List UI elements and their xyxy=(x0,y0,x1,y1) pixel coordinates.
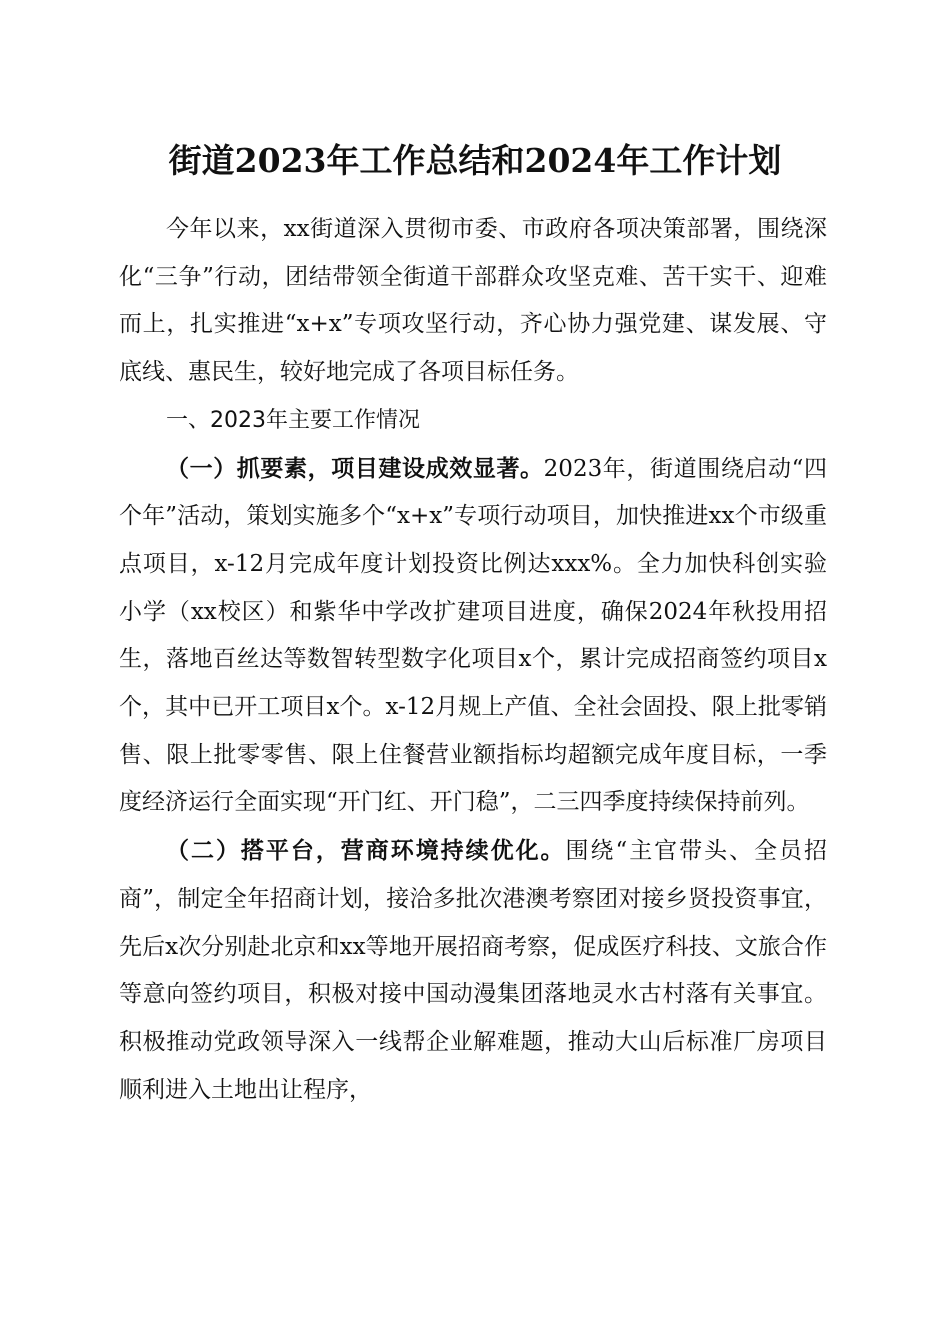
intro-paragraph: 今年以来，xx街道深入贯彻市委、市政府各项决策部署，围绕深化“三争”行动，团结带领全街道干部群众攻坚克难、苦干实干、迎难而上，扎实推进“x+x”专项攻坚行动，齐心协力强党建、谋发展、守底线、惠民生，较好地完成了各项目标任务。 xyxy=(119,216,827,386)
item-2-paragraph xyxy=(119,827,827,1114)
item-1-text: 2023年，街道围绕启动“四个年”活动，策划实施多个“x+x”专项行动项目，加快推进xx个市级重点项目，x-12月完成年度计划投资比例达xxx%。全力加快科创实验小学（xx校区）和紫华中学改扩建项目进度，确保2024年秋投用招生，落地百丝达等数智转型数字化项目x个，累计完成招商签约项目x个，其中已开工项目x个。x-12月规上产值、全社会固投、限上批零销售、限上批零零售、限上住餐营业额指标均超额完成年度目标，一季度经济运行全面实现“开门红、开门稳”，二三四季度持续保持前列。 xyxy=(119,455,828,816)
item-1-paragraph xyxy=(119,445,827,828)
section-heading: 一、2023年主要工作情况 xyxy=(166,407,420,433)
item-2-lead: （二）搭平台，营商环境持续优化。 xyxy=(166,837,566,865)
item-2-text: 围绕“主官带头、全员招商”，制定全年招商计划，接洽多批次港澳考察团对接乡贤投资事宜，先后x次分别赴北京和xx等地开展招商考察，促成医疗科技、文旅合作等意向签约项目，积极对接中国动漫集团落地灵水古村落有关事宜。积极推动党政领导深入一线帮企业解难题，推动大山后标准厂房项目顺利进入土地出让程序， xyxy=(119,838,827,1103)
document-title: 街道2023年工作总结和2024年工作计划 xyxy=(168,141,782,180)
item-1-lead: （一）抓要素，项目建设成效显著。 xyxy=(166,454,544,482)
document-body xyxy=(119,206,827,1114)
